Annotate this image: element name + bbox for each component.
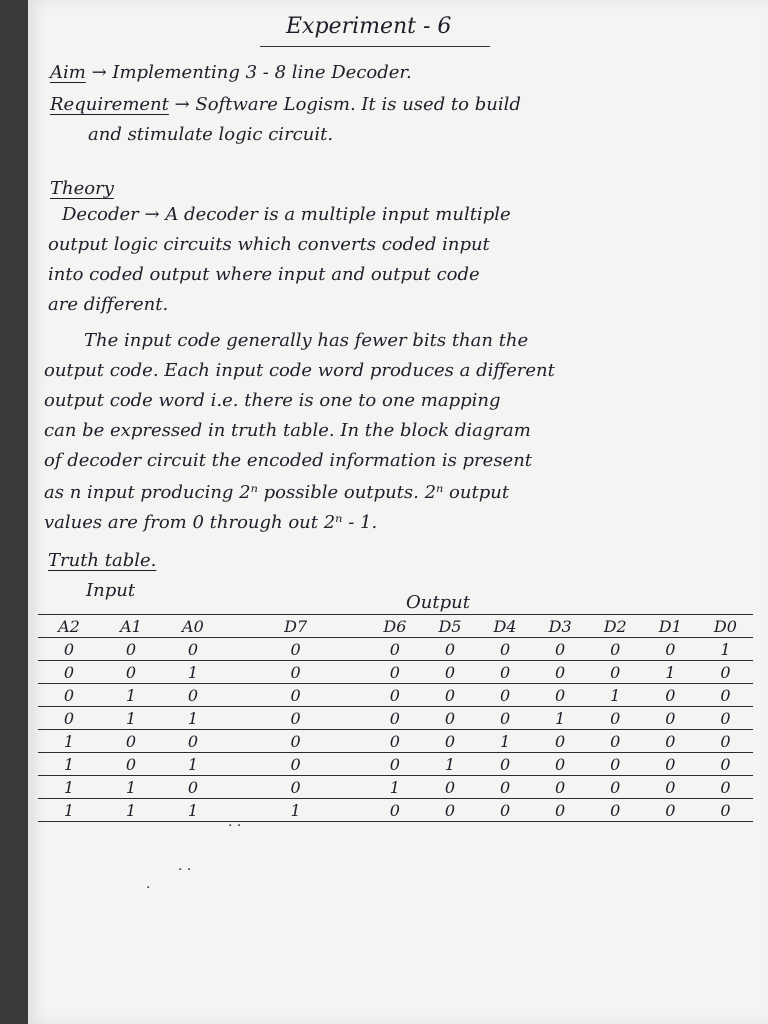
table-cell: 1 xyxy=(125,685,137,705)
column-header-d3: D3 xyxy=(548,616,572,636)
table-cell: 0 xyxy=(444,685,456,705)
table-row xyxy=(38,638,753,661)
table-cell: 0 xyxy=(187,685,199,705)
column-header-d6: D6 xyxy=(383,616,407,636)
table-cell: 1 xyxy=(389,777,400,797)
theory-line-7: can be expressed in truth table. In the block diagram xyxy=(44,420,531,441)
table-cell: 0 xyxy=(444,639,456,659)
table-cell: 0 xyxy=(720,662,731,682)
table-cell: 0 xyxy=(665,685,676,705)
table-cell: 0 xyxy=(499,708,511,728)
table-cell: 1 xyxy=(63,754,75,774)
table-cell: 1 xyxy=(499,731,511,751)
theory-line-2: into coded output where input and output code xyxy=(48,264,480,285)
table-cell: 0 xyxy=(290,708,301,728)
theory-line-0-text: → A decoder is a multiple input multiple xyxy=(144,204,511,225)
table-row xyxy=(38,730,753,753)
table-cell: 0 xyxy=(499,777,511,797)
aim-label: Aim xyxy=(50,62,86,83)
table-cell: 1 xyxy=(187,662,199,682)
table-cell: 0 xyxy=(665,708,676,728)
table-cell: 0 xyxy=(665,731,676,751)
table-cell: 0 xyxy=(444,662,456,682)
aim-text: → Implementing 3 - 8 line Decoder. xyxy=(91,62,412,83)
ink-dots-3: · xyxy=(146,880,151,896)
table-cell: 1 xyxy=(720,639,731,659)
column-header-d2: D2 xyxy=(603,616,627,636)
table-cell: 0 xyxy=(665,777,676,797)
table-cell: 0 xyxy=(555,662,566,682)
table-row xyxy=(38,707,753,730)
table-cell: 0 xyxy=(499,754,511,774)
table-cell: 0 xyxy=(290,685,301,705)
table-cell: 0 xyxy=(610,731,621,751)
column-header-d4: D4 xyxy=(493,616,517,636)
table-cell: 0 xyxy=(665,754,676,774)
column-header-d1: D1 xyxy=(658,616,682,636)
table-cell: 0 xyxy=(499,800,511,820)
theory-line-9: as n input producing 2ⁿ possible outputs. 2ⁿ output xyxy=(44,482,510,503)
table-cell: 0 xyxy=(63,639,75,659)
table-cell: 1 xyxy=(444,754,456,774)
theory-line-5: output code. Each input code word produces a different xyxy=(44,360,555,381)
requirement-text-2: and stimulate logic circuit. xyxy=(88,124,334,145)
theory-heading: Theory xyxy=(50,178,114,199)
table-cell: 0 xyxy=(290,777,301,797)
table-cell: 0 xyxy=(720,777,731,797)
page-title: Experiment - 6 xyxy=(286,14,452,39)
requirement-label: Requirement xyxy=(50,94,169,115)
table-cell: 1 xyxy=(610,685,621,705)
table-cell: 0 xyxy=(389,800,400,820)
theory-line-8: of decoder circuit the encoded information is present xyxy=(44,450,533,471)
table-cell: 0 xyxy=(499,639,511,659)
table-cell: 0 xyxy=(610,639,621,659)
decoder-label: Decoder xyxy=(62,204,139,225)
table-cell: 1 xyxy=(187,754,199,774)
table-cell: 0 xyxy=(610,662,621,682)
table-cell: 0 xyxy=(125,662,137,682)
theory-line-6: output code word i.e. there is one to one mapping xyxy=(44,390,501,411)
table-cell: 0 xyxy=(610,754,621,774)
output-label: Output xyxy=(406,592,470,613)
input-label: Input xyxy=(86,580,136,601)
table-cell: 0 xyxy=(389,639,400,659)
requirement-text-1: → Software Logism. It is used to build xyxy=(174,94,521,115)
theory-line-3: are different. xyxy=(48,294,169,315)
table-cell: 0 xyxy=(499,662,511,682)
table-cell: 1 xyxy=(187,800,199,820)
table-cell: 0 xyxy=(555,800,566,820)
truth-table-heading: Truth table. xyxy=(48,550,157,571)
table-cell: 1 xyxy=(63,777,75,797)
table-cell: 0 xyxy=(63,662,75,682)
table-cell: 0 xyxy=(610,800,621,820)
table-cell: 1 xyxy=(290,800,301,820)
table-row xyxy=(38,661,753,684)
column-header-d5: D5 xyxy=(438,616,462,636)
table-cell: 0 xyxy=(290,639,301,659)
table-cell: 0 xyxy=(125,731,137,751)
theory-line-1: output logic circuits which converts coded input xyxy=(48,234,490,255)
column-header-d7: D7 xyxy=(284,616,308,636)
table-cell: 1 xyxy=(665,662,676,682)
table-cell: 0 xyxy=(555,731,566,751)
table-cell: 0 xyxy=(389,754,400,774)
table-cell: 0 xyxy=(499,685,511,705)
table-cell: 0 xyxy=(125,639,137,659)
theory-line-10: values are from 0 through out 2ⁿ - 1. xyxy=(44,512,378,533)
table-row xyxy=(38,753,753,776)
table-cell: 1 xyxy=(63,731,75,751)
table-cell: 0 xyxy=(555,754,566,774)
table-cell: 0 xyxy=(389,731,400,751)
notebook-page xyxy=(28,0,768,1024)
table-cell: 0 xyxy=(187,731,199,751)
table-cell: 1 xyxy=(63,800,75,820)
ink-dots-2: · · xyxy=(178,862,192,878)
table-cell: 0 xyxy=(290,754,301,774)
table-cell: 1 xyxy=(125,708,137,728)
truth-table-header-row xyxy=(38,615,753,638)
table-cell: 0 xyxy=(720,800,731,820)
table-cell: 0 xyxy=(720,685,731,705)
theory-line-0 xyxy=(62,204,511,225)
table-cell: 0 xyxy=(444,731,456,751)
table-cell: 0 xyxy=(290,662,301,682)
column-header-a1: A1 xyxy=(120,616,142,636)
table-cell: 0 xyxy=(187,639,199,659)
table-cell: 0 xyxy=(665,800,676,820)
table-cell: 0 xyxy=(187,777,199,797)
truth-table xyxy=(38,614,753,822)
table-cell: 0 xyxy=(555,639,566,659)
table-cell: 1 xyxy=(555,708,566,728)
table-cell: 0 xyxy=(389,685,400,705)
table-cell: 1 xyxy=(187,708,199,728)
table-cell: 0 xyxy=(63,708,75,728)
column-header-a2: A2 xyxy=(58,616,80,636)
table-cell: 0 xyxy=(720,731,731,751)
table-cell: 0 xyxy=(389,708,400,728)
table-cell: 0 xyxy=(63,685,75,705)
table-row xyxy=(38,799,753,822)
table-cell: 0 xyxy=(389,662,400,682)
table-cell: 0 xyxy=(610,708,621,728)
aim-line xyxy=(50,62,412,83)
table-cell: 0 xyxy=(665,639,676,659)
table-cell: 0 xyxy=(555,777,566,797)
column-header-d0: D0 xyxy=(713,616,737,636)
table-cell: 0 xyxy=(444,800,456,820)
table-cell: 0 xyxy=(290,731,301,751)
table-cell: 0 xyxy=(555,685,566,705)
table-row xyxy=(38,776,753,799)
table-row xyxy=(38,684,753,707)
table-cell: 0 xyxy=(720,708,731,728)
table-cell: 0 xyxy=(125,754,137,774)
ink-dots-1: · · xyxy=(228,818,242,834)
column-header-a0: A0 xyxy=(182,616,204,636)
table-cell: 0 xyxy=(610,777,621,797)
requirement-line-1 xyxy=(50,94,521,115)
table-cell: 1 xyxy=(125,777,137,797)
title-underline xyxy=(260,46,490,47)
table-cell: 0 xyxy=(444,708,456,728)
table-cell: 0 xyxy=(720,754,731,774)
theory-line-4: The input code generally has fewer bits than the xyxy=(84,330,529,351)
table-cell: 0 xyxy=(444,777,456,797)
table-cell: 1 xyxy=(125,800,137,820)
